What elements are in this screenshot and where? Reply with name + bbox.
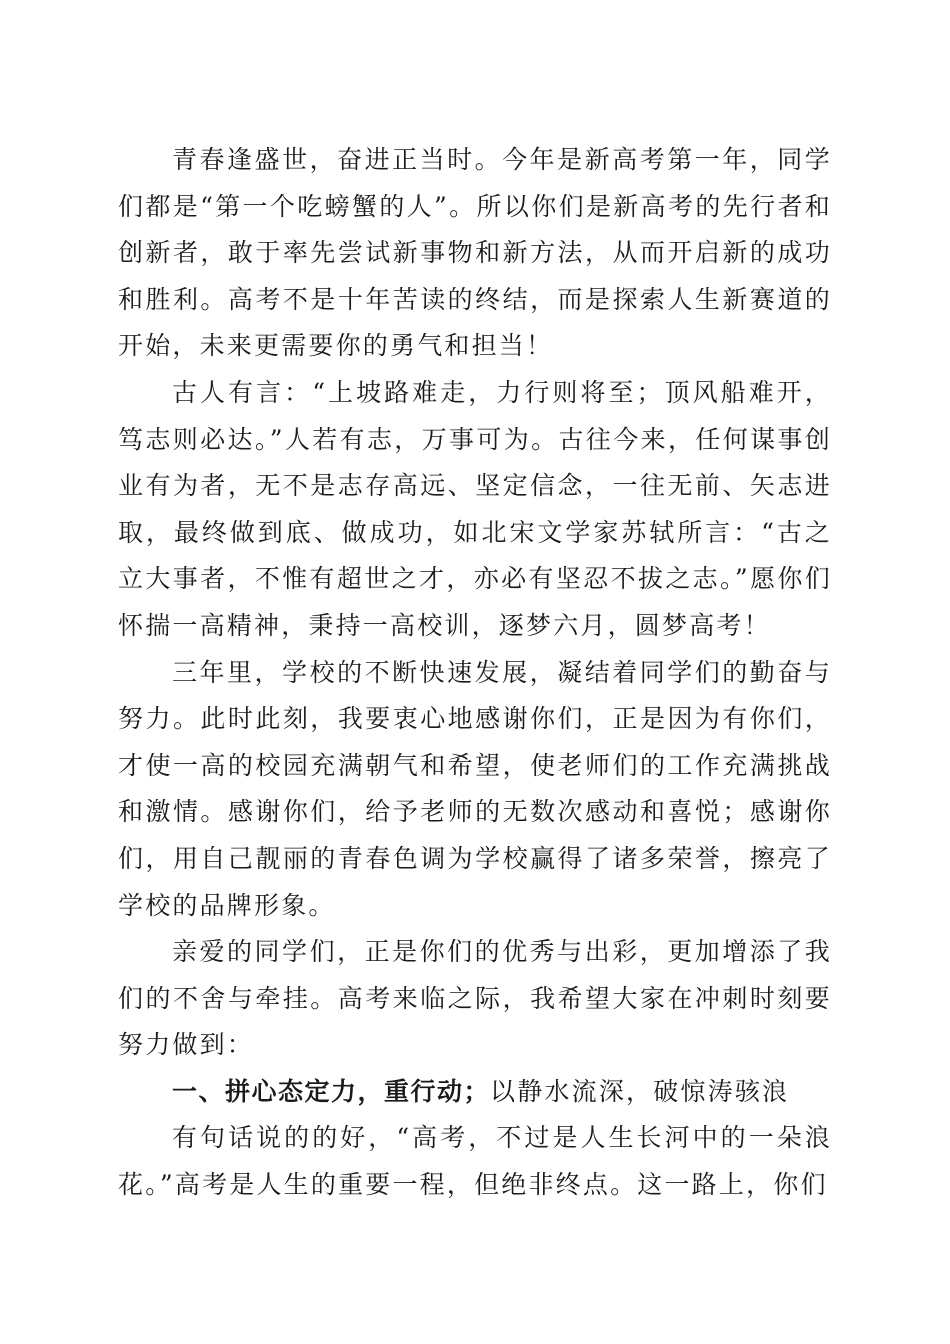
paragraph-three-years: 三年里，学校的不断快速发展，凝结着同学们的勤奋与努力。此时此刻，我要衷心地感谢你们，正是因为有你们，才使一高的校园充满朝气和希望，使老师们的工作充满挑战和激情。感谢你们，给予老师的无数次感动和喜悦；感谢你们，用自己靓丽的青春色调为学校赢得了诸多荣誉，擦亮了学校的品牌形象。 [118, 657, 832, 920]
paragraph-dear-students: 亲爱的同学们，正是你们的优秀与出彩，更加增添了我们的不舍与牵挂。高考来临之际，我希望大家在冲刺时刻要努力做到： [118, 937, 832, 1060]
paragraph-ancient-saying: 古人有言：“上坡路难走，力行则将至；顶风船难开，笃志则必达。”人若有志，万事可为。古往今来，任何谋事创业有为者，无不是志存高远、坚定信念，一往无前、矢志进取，最终做到底、做成功，如北宋文学家苏轼所言：“古之立大事者，不惟有超世之才，亦必有坚忍不拔之志。”愿你们怀揣一高精神，秉持一高校训，逐梦六月，圆梦高考！ [118, 377, 832, 640]
section-heading-one [118, 1069, 832, 1116]
paragraph-youth: 青春逢盛世，奋进正当时。今年是新高考第一年，同学们都是“第一个吃螃蟹的人”。所以你们是新高考的先行者和创新者，敢于率先尝试新事物和新方法，从而开启新的成功和胜利。高考不是十年苦读的终结，而是探索人生新赛道的开始，未来更需要你的勇气和担当！ [118, 145, 832, 361]
section-heading-bold: 一、拼心态定力，重行动； [172, 1076, 491, 1106]
section-heading-normal: 以静水流深，破惊涛骇浪 [490, 1076, 790, 1106]
document-body [118, 137, 832, 1209]
paragraph-saying-gaokao: 有句话说的的好，“高考，不过是人生长河中的一朵浪花。”高考是人生的重要一程，但绝非终点。这一路上，你们 [118, 1123, 832, 1200]
